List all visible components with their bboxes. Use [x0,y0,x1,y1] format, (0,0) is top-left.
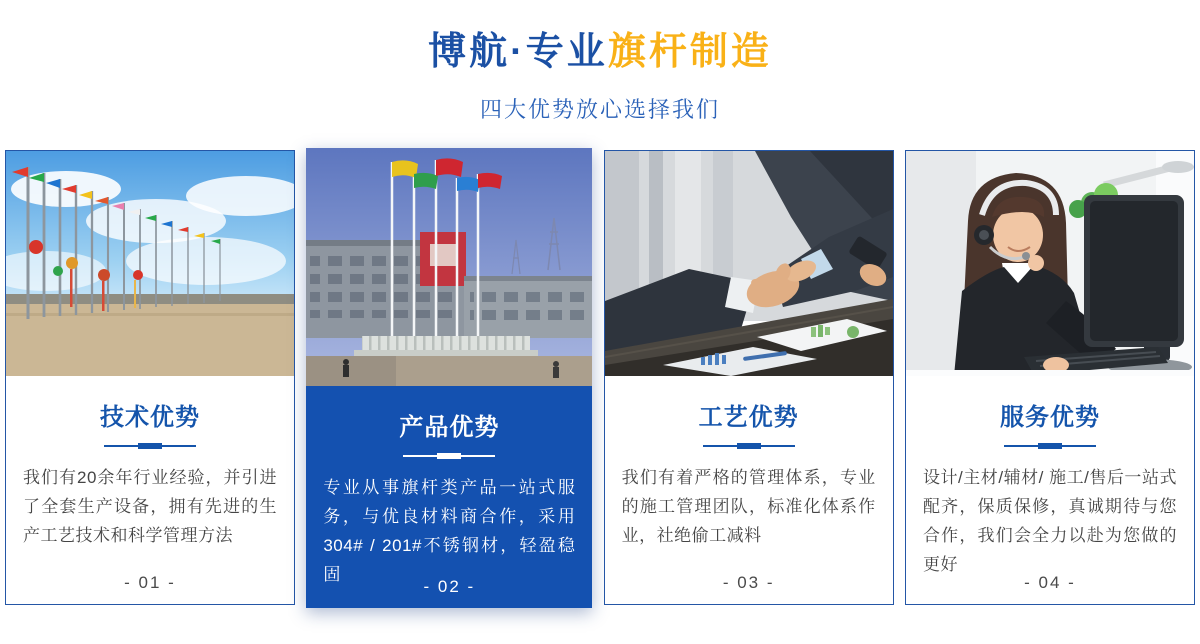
title-divider [703,445,795,447]
factory-flagpoles-photo [306,148,592,386]
card-index-number: - 02 - [423,577,476,596]
business-handshake-photo [605,151,893,376]
card-description: 我们有着严格的管理体系，专业的施工管理团队，标准化体系作业，社绝偷工减料 [621,468,876,545]
card-title: 产品优势 [399,414,500,441]
advantage-card-product [306,148,592,608]
title-divider [1004,445,1096,447]
card-index-number: - 03 - [722,573,775,592]
page-title [0,30,1200,76]
card-description: 设计/主材/辅材/ 施工/售后一站式配齐，保质保修，真诚期待与您合作，我们会全力以赴为您做的更好 [922,468,1177,574]
card-index-number: - 01 - [124,573,176,592]
customer-service-photo [906,151,1194,376]
advantage-card-service [905,150,1195,605]
card-description: 我们有20余年行业经验，并引进了全套生产设备，拥有先进的生产工艺技术和科学管理方法 [23,468,277,545]
card-title: 工艺优势 [698,404,799,431]
flag-plaza-photo [6,151,294,376]
page-title-accent: 旗杆制造 [607,31,772,73]
title-divider [104,445,196,447]
card-description: 专业从事旗杆类产品一站式服务，与优良材料商合作，采用304# / 201#不锈钢材，轻盈稳固 [323,478,576,584]
title-divider [403,455,495,457]
card-title: 技术优势 [100,404,200,431]
advantage-card-craft [604,150,894,605]
card-index-number: - 04 - [1024,573,1076,592]
advantage-cards-row [5,150,1195,608]
page-title-primary: 博航·专业 [428,31,608,73]
page-subtitle: 四大优势放心选择我们 [479,96,720,122]
advantage-card-technology [5,150,295,605]
card-title: 服务优势 [999,404,1100,431]
section-header [0,0,1200,124]
